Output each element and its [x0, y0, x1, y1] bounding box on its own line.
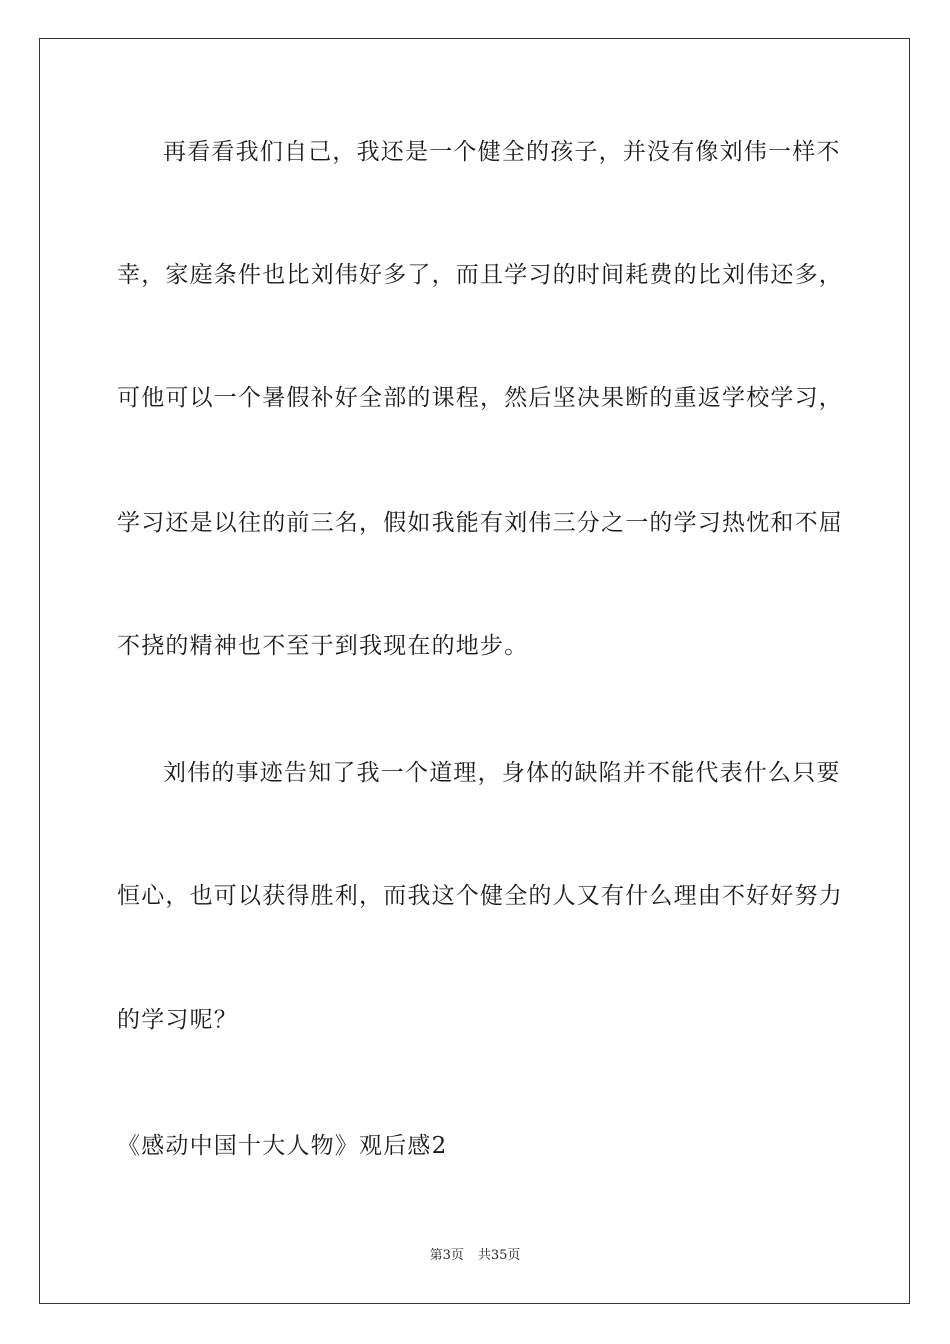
paragraph-1-line-5: 不挠的精神也不至于到我现在的地步。 [117, 633, 529, 659]
paragraph-2-line-1: 刘伟的事迹告知了我一个道理，身体的缺陷并不能代表什么只要 [163, 760, 841, 786]
paragraph-2-line-3: 的学习呢？ [117, 1007, 238, 1033]
paragraph-1-line-4: 学习还是以往的前三名，假如我能有刘伟三分之一的学习热忱和不屈 [117, 510, 843, 536]
paragraph-1-line-3: 可他可以一个暑假补好全部的课程，然后坚决果断的重返学校学习， [117, 385, 843, 411]
section-heading: 《感动中国十大人物》观后感2 [117, 1133, 448, 1159]
paragraph-1-line-1: 再看看我们自己，我还是一个健全的孩子，并没有像刘伟一样不 [163, 139, 841, 165]
paragraph-1-line-2: 幸，家庭条件也比刘伟好多了，而且学习的时间耗费的比刘伟还多， [117, 262, 843, 288]
page-border [39, 38, 910, 1304]
page-number: 第3页 [429, 1248, 464, 1263]
page-footer [0, 1247, 950, 1265]
page-total: 共35页 [477, 1248, 521, 1263]
paragraph-2-line-2: 恒心，也可以获得胜利，而我这个健全的人又有什么理由不好好努力 [117, 883, 843, 909]
